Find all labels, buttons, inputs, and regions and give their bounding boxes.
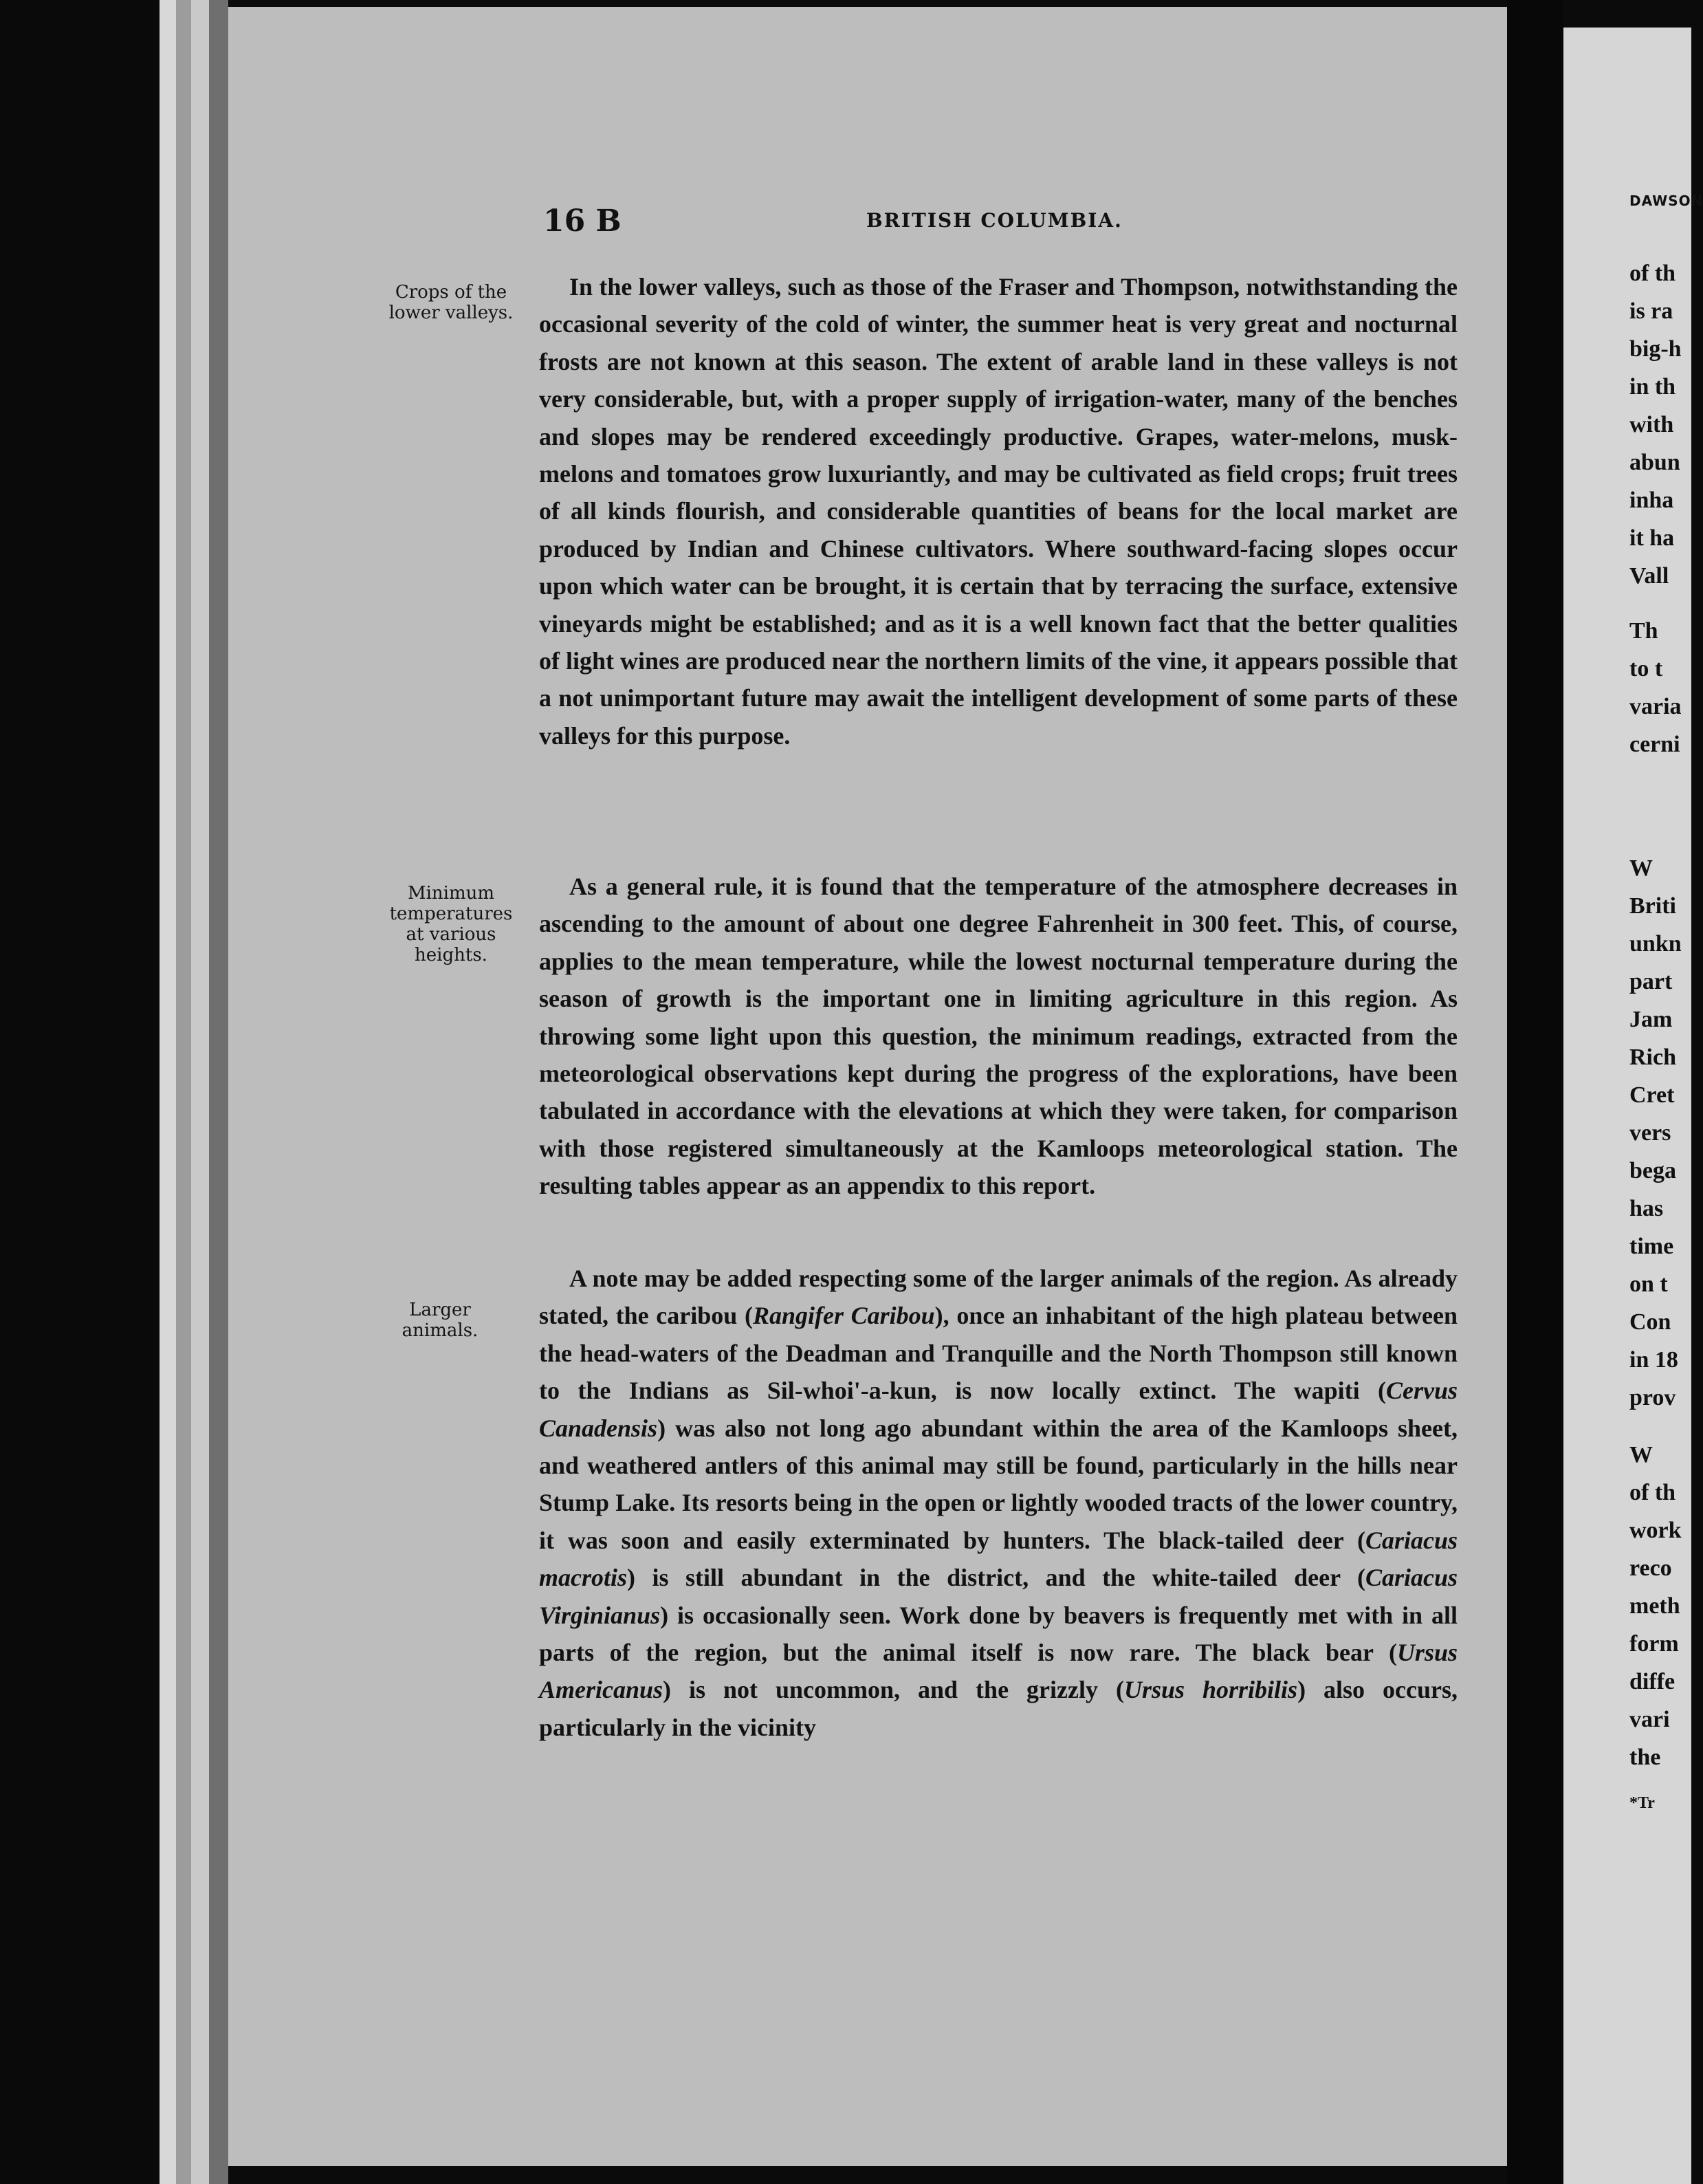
sidenote-crops: Crops of the lower valleys. <box>388 282 514 323</box>
species-name: Cariacus Virginianus <box>539 1564 1458 1629</box>
adjacent-page-line: in 18 <box>1629 1347 1678 1373</box>
adjacent-page-line: vers <box>1629 1120 1671 1146</box>
species-name: Ursus Americanus <box>539 1639 1458 1704</box>
adjacent-page-block <box>1563 612 1682 763</box>
adjacent-page-line: varia <box>1629 694 1682 719</box>
adjacent-page-line: is ra <box>1629 298 1673 324</box>
adjacent-page-line: inha <box>1629 488 1674 513</box>
adjacent-page-line: unkn <box>1629 931 1682 957</box>
adjacent-page-line: Cret <box>1629 1082 1675 1108</box>
page-edge <box>176 0 191 2184</box>
adjacent-page-line: Th <box>1629 618 1658 644</box>
adjacent-page-line: reco <box>1629 1555 1672 1581</box>
adjacent-page-line: prov <box>1629 1385 1676 1410</box>
page-edge <box>209 0 228 2184</box>
adjacent-page-line: Con <box>1629 1309 1671 1335</box>
adjacent-page-block <box>1563 1436 1682 1776</box>
running-head: BRITISH COLUMBIA. <box>866 209 1123 232</box>
book-gutter <box>1507 0 1563 2184</box>
adjacent-page-line: meth <box>1629 1593 1680 1619</box>
adjacent-page-line: bega <box>1629 1158 1676 1183</box>
adjacent-page-line: on t <box>1629 1271 1668 1297</box>
paragraph-animals: A note may be added respecting some of the larger animals of the region. As already stated, the caribou (Rangifer Caribou), once an inhabitant of the high plateau between the head-waters of the Deadman and Tranquille and the North Thompson still known to the Indians as Sil-whoi'-a-kun, is now locally extinct. The wapiti (Cervus Canadensis) was also not long ago abundant within the area of the Kamloops sheet, and weathered antlers of this animal may still be found, particularly in the hills near Stump Lake. Its resorts being in the open or lightly wooded tracts of the lower country, it was soon and easily exterminated by hunters. The black-tailed deer (Cariacus macrotis) is still abundant in the district, and the white-tailed deer (Cariacus Virginianus) is occasionally seen. Work done by beavers is frequently met with in all parts of the region, but the animal itself is now rare. The black bear (Ursus Americanus) is not uncommon, and the grizzly (Ursus horribilis) also occurs, particularly in the vicinity <box>539 1265 1458 1741</box>
page-header <box>543 204 1176 245</box>
adjacent-page-block <box>1563 849 1682 1417</box>
adjacent-page-line: Rich <box>1629 1045 1676 1070</box>
adjacent-page-line: W <box>1629 855 1653 881</box>
adjacent-page-line: the <box>1629 1745 1661 1770</box>
sidenote-minimum-temperatures: Minimum temperatures at various heights. <box>389 883 513 965</box>
adjacent-page-line: Vall <box>1629 563 1669 589</box>
adjacent-page-line: in th <box>1629 374 1676 400</box>
adjacent-page-line: W <box>1629 1442 1653 1467</box>
species-name: Ursus horribilis <box>1123 1676 1298 1704</box>
adjacent-page-line: with <box>1629 412 1674 437</box>
adjacent-page <box>1563 28 1703 2184</box>
species-name: Rangifer Caribou <box>752 1302 935 1330</box>
adjacent-page-line: vari <box>1629 1707 1670 1732</box>
adjacent-page-line: form <box>1629 1631 1679 1657</box>
sidenote-larger-animals: Larger animals. <box>402 1300 479 1341</box>
adjacent-page-line: cerni <box>1629 732 1680 757</box>
adjacent-page-line: of th <box>1629 261 1676 286</box>
page-number: 16 B <box>543 204 622 239</box>
adjacent-page-line: big-h <box>1629 336 1682 362</box>
adjacent-page-line: Briti <box>1629 893 1676 919</box>
adjacent-page-line: Jam <box>1629 1007 1673 1032</box>
species-name: Cariacus macrotis <box>539 1526 1458 1592</box>
adjacent-page-line: time <box>1629 1234 1674 1259</box>
adjacent-page-line: diffe <box>1629 1669 1675 1694</box>
paragraph-temperatures: As a general rule, it is found that the temperature of the atmosphere decreases in ascending to the amount of about one degree Fahrenheit in 300 feet. This, of course, applies to the mean temperature, while the lowest nocturnal temperature during the season of growth is the important one in limiting agriculture in this region. As throwing some light upon this question, the minimum readings, extracted from the meteorological observations kept during the progress of the explorations, have been tabulated in accordance with the elevations at which they were taken, for comparison with those registered simultaneously at the Kamloops meteorological station. The resulting tables appear as an appendix to this report. <box>539 873 1458 1200</box>
adjacent-page-footnote: *Tr <box>1629 1794 1655 1812</box>
adjacent-page-header: DAWSON <box>1629 193 1703 209</box>
scan-margin <box>0 0 160 2184</box>
page-edge <box>191 0 209 2184</box>
adjacent-page-line: part <box>1629 969 1673 994</box>
species-name: Cervus Canadensis <box>539 1377 1458 1442</box>
adjacent-page-line: abun <box>1629 450 1680 475</box>
page-edge <box>160 0 176 2184</box>
adjacent-page-line: it ha <box>1629 525 1675 551</box>
adjacent-page-line: work <box>1629 1518 1682 1543</box>
paragraph-crops: In the lower valleys, such as those of the Fraser and Thompson, notwithstanding the occasional severity of the cold of winter, the summer heat is very great and nocturnal frosts are not known at this season. The extent of arable land in these valleys is not very considerable, but, with a proper supply of irrigation-water, many of the benches and slopes may be rendered exceedingly productive. Grapes, water-melons, musk-melons and tomatoes grow luxuriantly, and may be cultivated as field crops; fruit trees of all kinds flourish, and considerable quantities of beans for the local market are produced by Indian and Chinese cultivators. Where southward-facing slopes occur upon which water can be brought, it is certain that by terracing the surface, extensive vineyards might be established; and as it is a well known fact that the better qualities of light wines are produced near the northern limits of the vine, it appears possible that a not unimportant future may await the intelligent development of some parts of these valleys for this purpose. <box>539 273 1458 750</box>
adjacent-page-block <box>1563 254 1682 595</box>
adjacent-page-line: has <box>1629 1196 1664 1221</box>
adjacent-page-line: of th <box>1629 1480 1676 1505</box>
adjacent-page-line: to t <box>1629 656 1663 681</box>
